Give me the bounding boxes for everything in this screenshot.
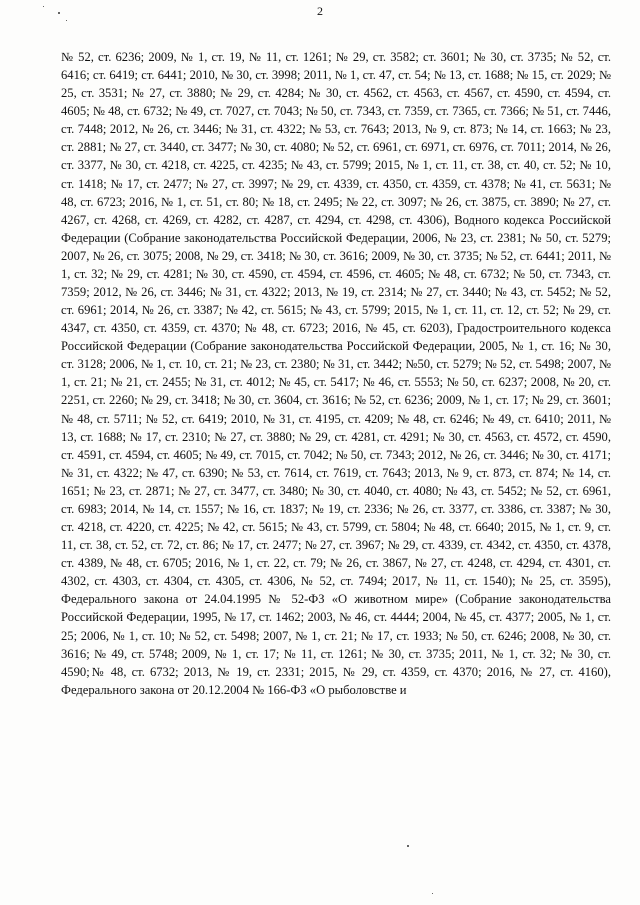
- body-paragraph: № 52, ст. 6236; 2009, № 1, ст. 19, № 11, ст. 1261; № 29, ст. 3582; ст. 3601; № 30, ст. 3735; № 52, ст. 6416; ст. 6419; ст. 6441; 2010, № 30, ст. 3998; 2011, № 1, ст. 47, ст. 54; № 13, ст. 1688; № 15, ст. 2029; № 25, ст. 3531; № 27, ст. 3880; № 29, ст. 4284; № 30, ст. 4562, ст. 4563, ст. 4567, ст. 4590, ст. 4594, ст. 4605; № 48, ст. 6732; № 49, ст. 7027, ст. 7043; № 50, ст. 7343, ст. 7359, ст. 7365, ст. 7366; № 51, ст. 7446, ст. 7448; 2012, № 26, ст. 3446; № 31, ст. 4322; № 53, ст. 7643; 2013, № 9, ст. 873; № 14, ст. 1663; № 23, ст. 2881; № 27, ст. 3440, ст. 3477; № 30, ст. 4080; № 52, ст. 6961, ст. 6971, ст. 6976, ст. 7011; 2014, № 26, ст. 3377, № 30, ст. 4218, ст. 4225, ст. 4235; № 43, ст. 5799; 2015, № 1, ст. 11, ст. 38, ст. 40, ст. 52; № 10, ст. 1418; № 17, ст. 2477; № 27, ст. 3997; № 29, ст. 4339, ст. 4350, ст. 4359, ст. 4378; № 41, ст. 5631; № 48, ст. 6723; 2016, № 1, ст. 51, ст. 80; № 18, ст. 2495; № 22, ст. 3097; № 26, ст. 3875, ст. 3890; № 27, ст. 4267, ст. 4268, ст. 4269, ст. 4282, ст. 4287, ст. 4294, ст. 4298, ст. 4306), Водного кодекса Российской Федерации (Собрание законодательства Российской Федерации, 2006, № 23, ст. 2381; № 50, ст. 5279; 2007, № 26, ст. 3075; 2008, № 29, ст. 3418; № 30, ст. 3616; 2009, № 30, ст. 3735; № 52, ст. 6441; 2011, № 1, ст. 32; № 29, ст. 4281; № 30, ст. 4590, ст. 4594, ст. 4596, ст. 4605; № 48, ст. 6732; № 50, ст. 7343, ст. 7359; 2012, № 26, ст. 3446; № 31, ст. 4322; 2013, № 19, ст. 2314; № 27, ст. 3440; № 43, ст. 5452; № 52, ст. 6961; 2014, № 26, ст. 3387; № 42, ст. 5615; № 43, ст. 5799; 2015, № 1, ст. 11, ст. 12, ст. 52; № 29, ст. 4347, ст. 4350, ст. 4359, ст. 4370; № 48, ст. 6723; 2016, № 45, ст. 6203), Градостроительного кодекса Российской Федерации (Собрание законодательства Российской Федерации, 2005, № 1, ст. 16; № 30, ст. 3128; 2006, № 1, ст. 10, ст. 21; № 23, ст. 2380; № 31, ст. 3442; №50, ст. 5279; № 52, ст. 5498; 2007, № 1, ст. 21; № 21, ст. 2455; № 31, ст. 4012; № 45, ст. 5417; № 46, ст. 5553; № 50, ст. 6237; 2008, № 20, ст. 2251, ст. 2260; № 29, ст. 3418; № 30, ст. 3604, ст. 3616; № 52, ст. 6236; 2009, № 1, ст. 17; № 29, ст. 3601; № 48, ст. 5711; № 52, ст. 6419; 2010, № 31, ст. 4195, ст. 4209; № 48, ст. 6246; № 49, ст. 6410; 2011, № 13, ст. 1688; № 17, ст. 2310; № 27, ст. 3880; № 29, ст. 4281, ст. 4291; № 30, ст. 4563, ст. 4572, ст. 4590, ст. 4591, ст. 4594, ст. 4605; № 49, ст. 7015, ст. 7042; № 50, ст. 7343; 2012, № 26, ст. 3446; № 30, ст. 4171; № 31, ст. 4322; № 47, ст. 6390; № 53, ст. 7614, ст. 7619, ст. 7643; 2013, № 9, ст. 873, ст. 874; № 14, ст. 1651; № 23, ст. 2871; № 27, ст. 3477, ст. 3480; № 30, ст. 4040, ст. 4080; № 43, ст. 5452; № 52, ст. 6961, ст. 6983; 2014, № 14, ст. 1557; № 16, ст. 1837; № 19, ст. 2336; № 26, ст. 3377, ст. 3386, ст. 3387; № 30, ст. 4218, ст. 4220, ст. 4225; № 42, ст. 5615; № 43, ст. 5799, ст. 5804; № 48, ст. 6640; 2015, № 1, ст. 9, ст. 11, ст. 38, ст. 52, ст. 72, ст. 86; № 17, ст. 2477; № 27, ст. 3967; № 29, ст. 4339, ст. 4342, ст. 4350, ст. 4378, ст. 4389, № 48, ст. 6705; 2016, № 1, ст. 22, ст. 79; № 26, ст. 3867, № 27, ст. 4248, ст. 4294, ст. 4301, ст. 4302, ст. 4303, ст. 4304, ст. 4305, ст. 4306, № 52, ст. 7494; 2017, № 11, ст. 1540); № 25, ст. 3595), Федерального закона от 24.04.1995 № 52-ФЗ «О животном мире» (Собрание законодательства Российской Федерации, 1995, № 17, ст. 1462; 2003, № 46, ст. 4444; 2004, № 45, ст. 4377; 2005, № 1, ст. 25; 2006, № 1, ст. 10; № 52, ст. 5498; 2007, № 1, ст. 21; № 17, ст. 1933; № 50, ст. 6246; 2008, № 30, ст. 3616; № 49, ст. 5748; 2009, № 1, ст. 17; № 11, ст. 1261; № 30, ст. 3735; 2011, № 1, ст. 32; № 30, ст. 4590;№ 48, ст. 6732; 2013, № 19, ст. 2331; 2015, № 29, ст. 4359, ст. 4370; 2016, № 27, ст. 4160), Федерального закона от 20.12.2004 № 166-ФЗ «О рыболовстве и: [61, 50, 611, 697]
- scan-speck: [66, 20, 67, 21]
- scan-speck: [407, 845, 409, 847]
- scan-speck: [432, 893, 433, 894]
- page-number: 2: [317, 4, 323, 18]
